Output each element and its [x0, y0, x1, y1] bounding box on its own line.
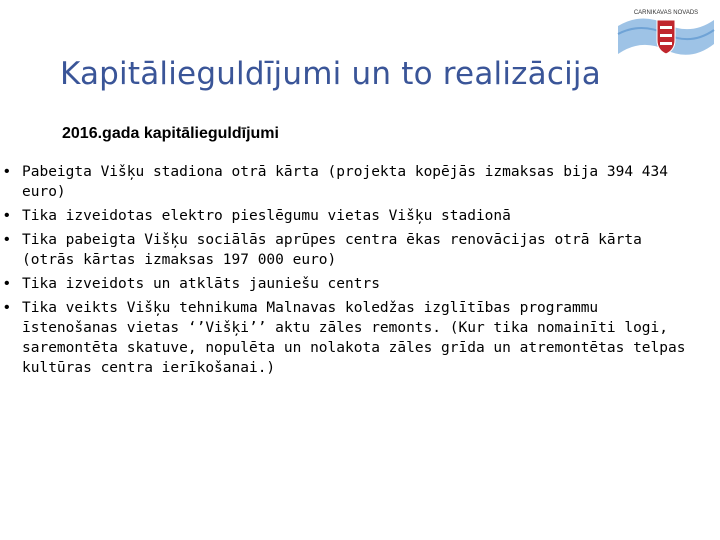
list-item-text: Tika izveidots un atklāts jauniešu centrs — [22, 276, 380, 292]
list-item-text: Tika veikts Višķu tehnikuma Malnavas koledžas izglītības programmu īstenošanas vietas ‘’Višķi’’ aktu zāles remonts. (Kur tika nomainīti logi, saremontēta skatuve, nopulēta un nolakota zāles grīda un atremontētas telpas kultūras centra ierīkošanai.) — [22, 300, 686, 376]
list-item-text: Tika izveidotas elektro pieslēgumu vietas Višķu stadionā — [22, 208, 511, 224]
list-item — [0, 230, 710, 270]
list-item — [0, 162, 710, 202]
bullet-icon: • — [4, 163, 10, 180]
municipality-logo — [616, 4, 716, 66]
bullet-icon: • — [4, 231, 10, 248]
list-item-text: Tika pabeigta Višķu sociālās aprūpes centra ēkas renovācijas otrā kārta (otrās kārtas izmaksas 197 000 euro) — [22, 232, 642, 268]
bullet-list — [0, 162, 710, 382]
bullet-icon: • — [4, 275, 10, 292]
list-item-text: Pabeigta Višķu stadiona otrā kārta (projekta kopējās izmaksas bija 394 434 euro) — [22, 164, 669, 200]
svg-text:CARNIKAVAS NOVADS: CARNIKAVAS NOVADS — [633, 10, 699, 16]
list-item — [0, 298, 710, 378]
bullet-icon: • — [4, 299, 10, 316]
bullet-icon: • — [4, 207, 10, 224]
coat-of-arms-icon — [616, 4, 716, 66]
slide-title: Kapitālieguldījumi un to realizācija — [60, 56, 601, 92]
list-item — [0, 206, 710, 226]
section-subtitle: 2016.gada kapitālieguldījumi — [62, 125, 279, 142]
list-item — [0, 274, 710, 294]
